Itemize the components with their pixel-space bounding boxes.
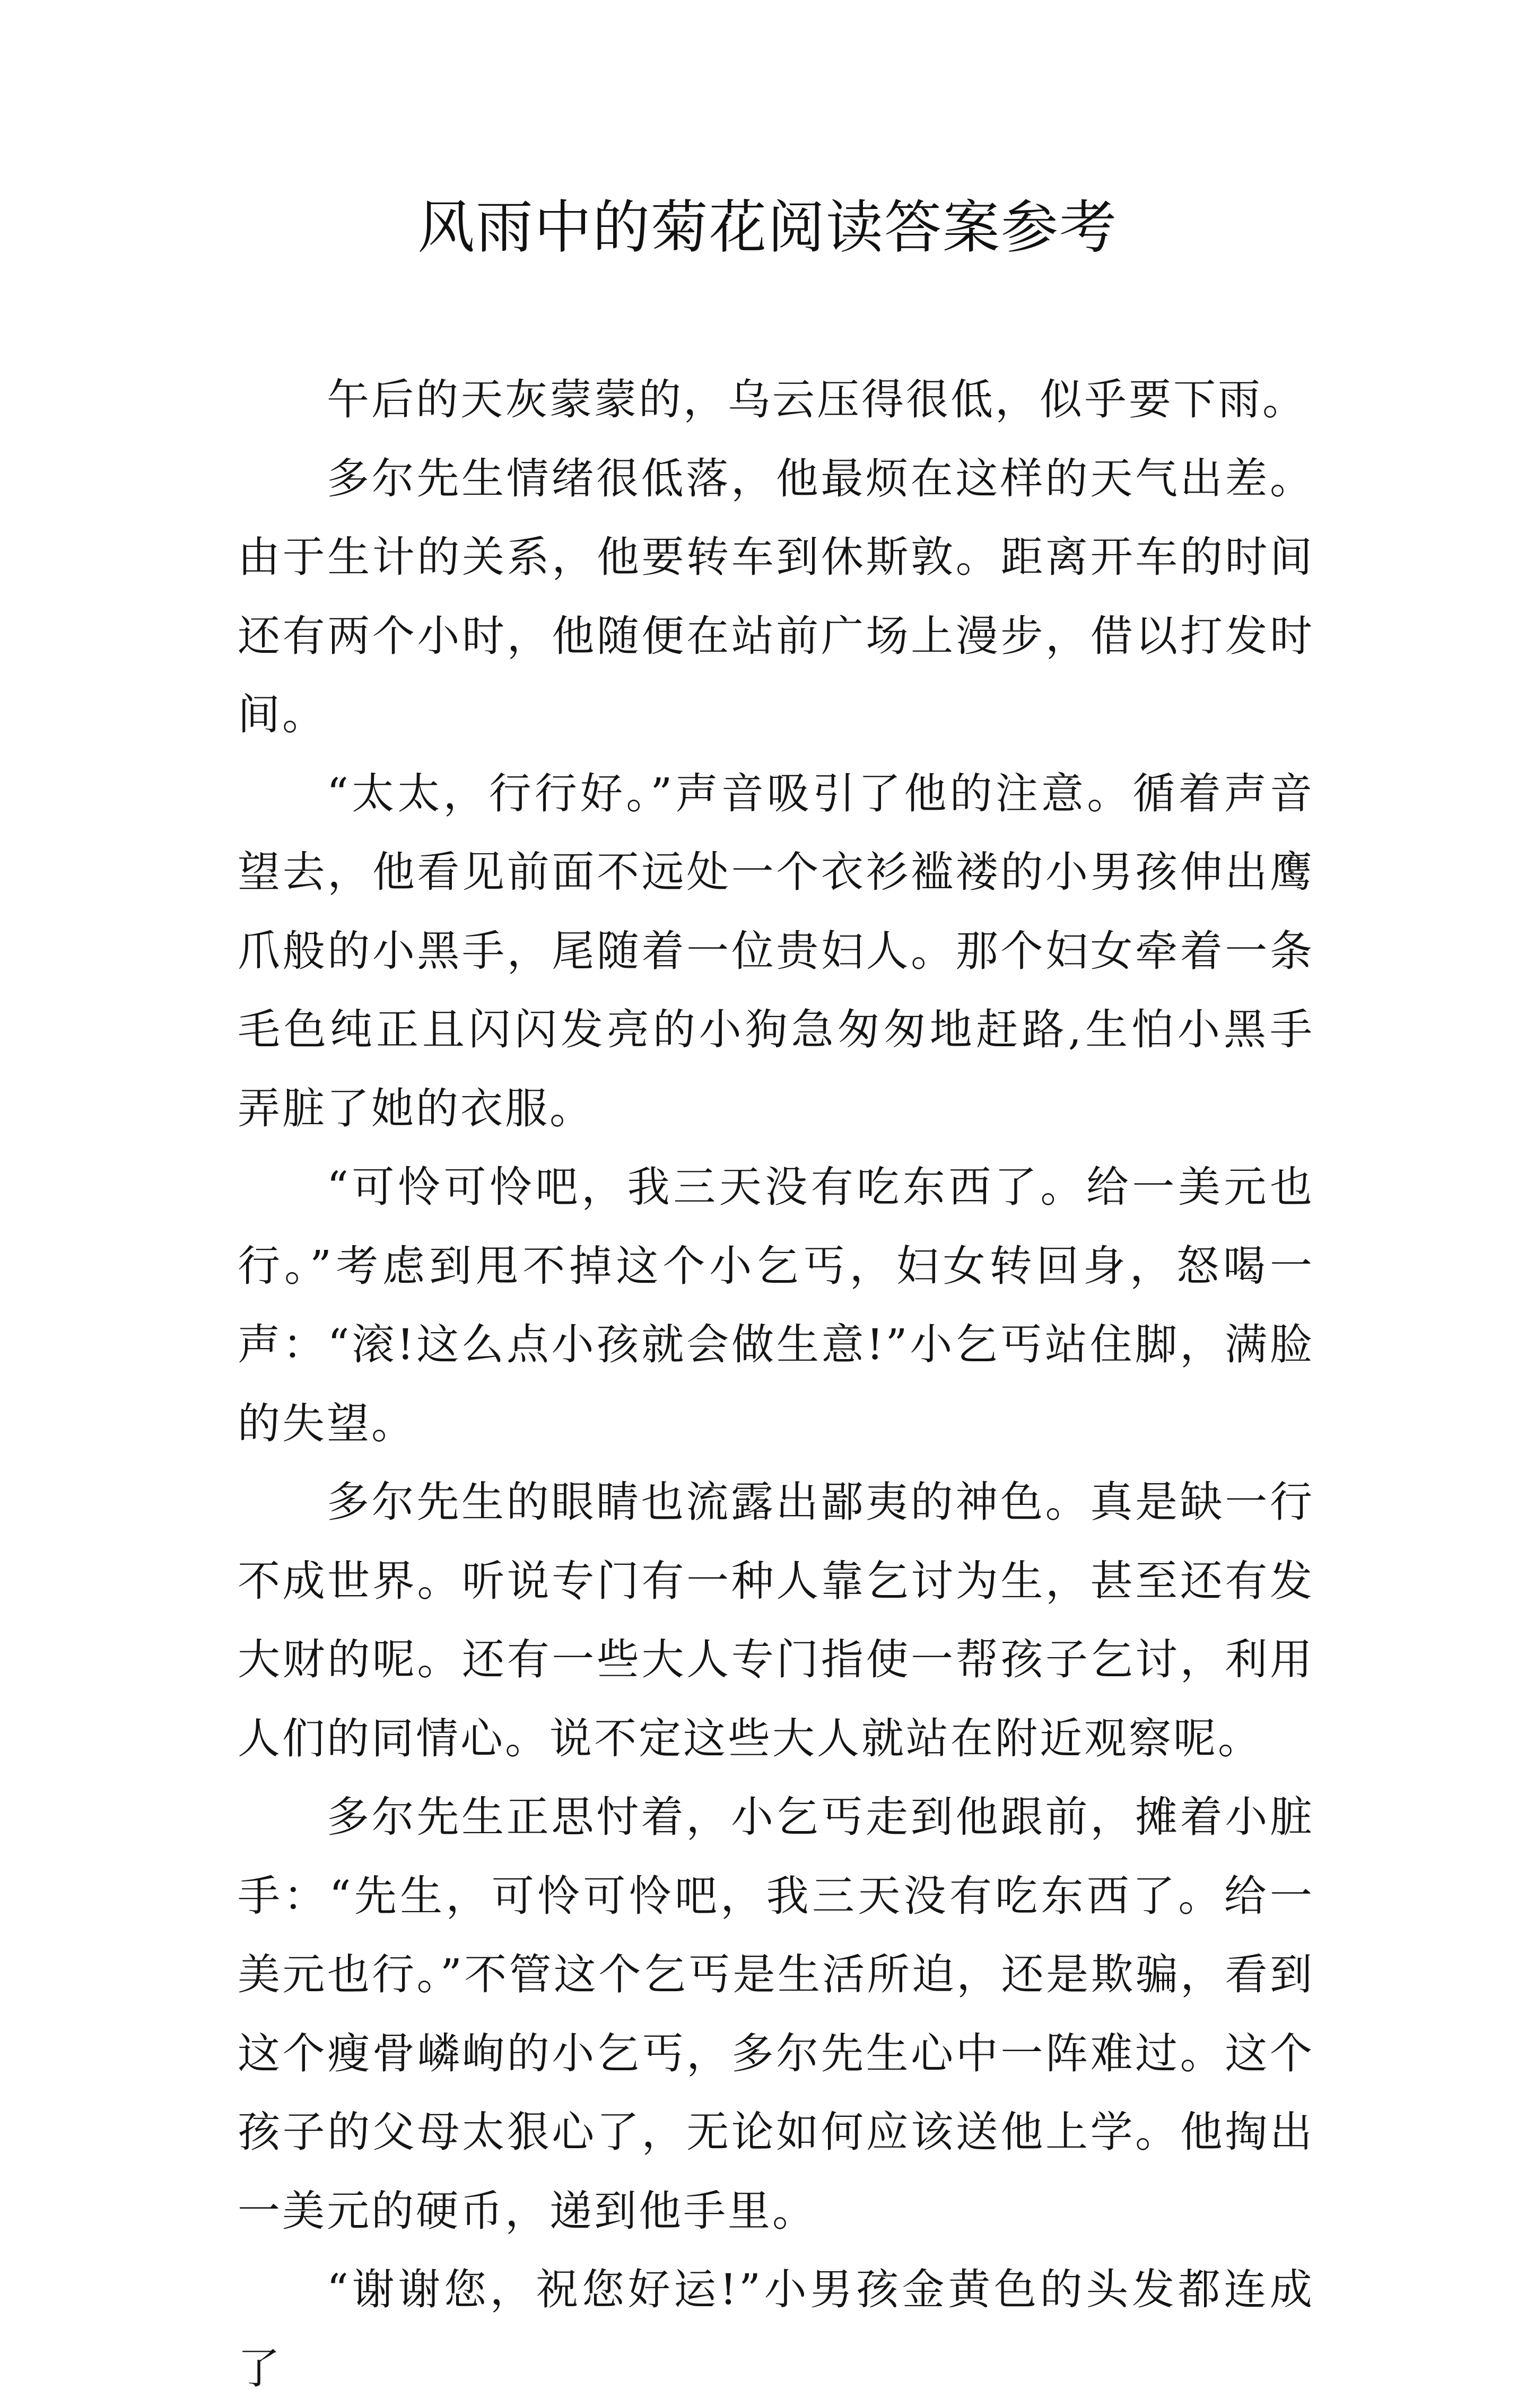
document-title: 风雨中的菊花阅读答案参考 (417, 195, 1118, 261)
paragraph-1: 午后的天灰蒙蒙的，乌云压得很低，似乎要下雨。 (327, 375, 1307, 424)
paragraph-5: 多尔先生的眼睛也流露出鄙夷的神色。真是缺一行不成世界。听说专门有一种人靠乞讨为生，甚至还有发大财的呢。还有一些大人专门指使一帮孩子乞讨，利用人们的同情心。说不定这些大人就站在附近观察呢。 (238, 1477, 1314, 1763)
paragraph-4: “可怜可怜吧，我三天没有吃东西了。给一美元也行。”考虑到甩不掉这个小乞丐，妇女转回身，怒喝一声：“滚!这么点小孩就会做生意!”小乞丐站住脚，满脸的失望。 (238, 1162, 1314, 1448)
paragraph-2: 多尔先生情绪很低落，他最烦在这样的天气出差。由于生计的关系，他要转车到休斯敦。距离开车的时间还有两个小时，他随便在站前广场上漫步，借以打发时间。 (238, 453, 1314, 739)
paragraph-7: “谢谢您，祝您好运!”小男孩金黄色的头发都连成了 (238, 2265, 1314, 2393)
paragraph-6: 多尔先生正思忖着，小乞丐走到他跟前，摊着小脏手：“先生，可怜可怜吧，我三天没有吃东西了。给一美元也行。”不管这个乞丐是生活所迫，还是欺骗，看到这个瘦骨嶙峋的小乞丐，多尔先生心中一阵难过。这个孩子的父母太狠心了，无论如何应该送他上学。他掏出一美元的硬币，递到他手里。 (238, 1792, 1314, 2236)
document-body (238, 361, 1314, 2408)
paragraph-3: “太太，行行好。”声音吸引了他的注意。循着声音望去，他看见前面不远处一个衣衫褴褛的小男孩伸出鹰爪般的小黑手，尾随着一位贵妇人。那个妇女牵着一条毛色纯正且闪闪发亮的小狗急匆匆地赶路,生怕小黑手弄脏了她的衣服。 (238, 768, 1314, 1133)
